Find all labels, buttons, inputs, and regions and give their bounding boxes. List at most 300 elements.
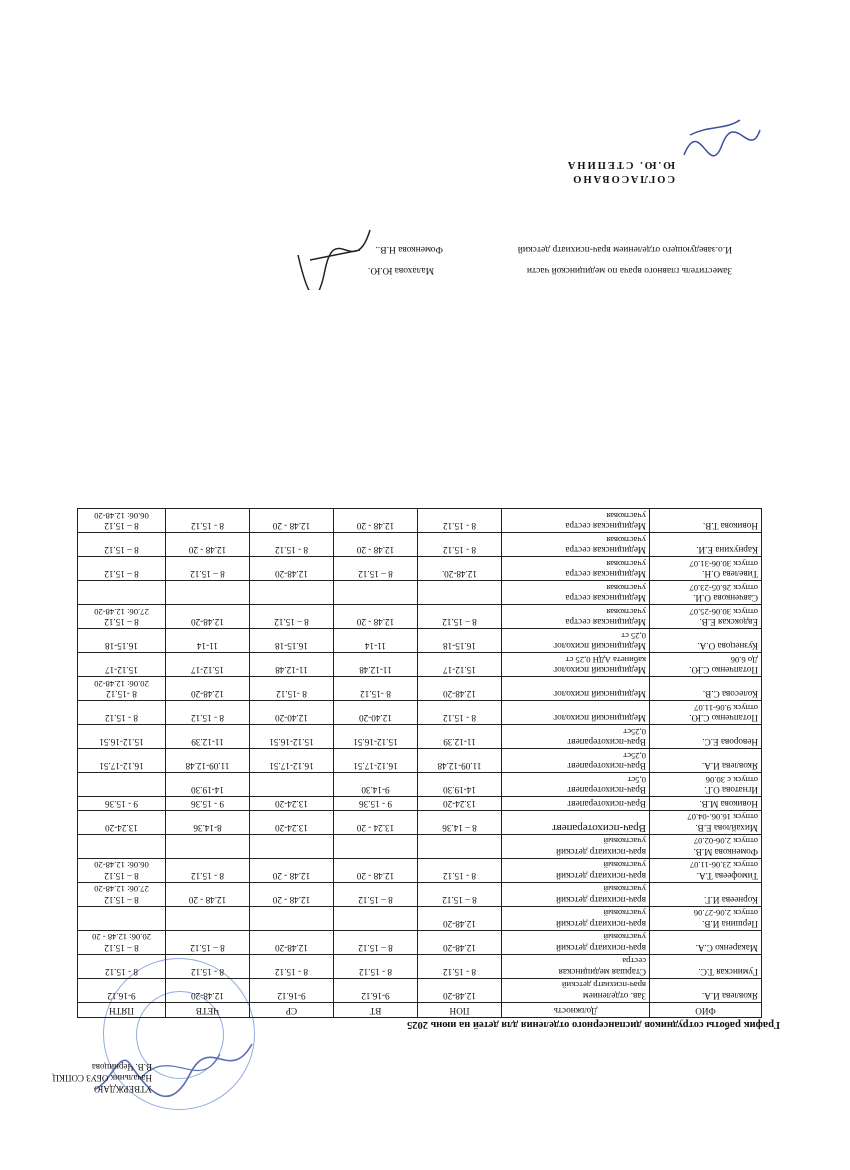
fio-note: отпуск 2.06-27.06 xyxy=(693,908,758,919)
time-thu: 12.48 - 20 xyxy=(188,895,227,905)
time-thu: 8 - 15.12 xyxy=(191,871,224,881)
cell-thu xyxy=(166,725,250,749)
time-thu: 8 – 15.12 xyxy=(190,943,225,953)
position-note: 0,25ст xyxy=(623,727,646,737)
position-note: участковая xyxy=(606,511,646,521)
table-row xyxy=(78,677,762,701)
fio-name: Яковлева И.А. xyxy=(701,761,758,772)
position-title: Медицинский психолог xyxy=(553,713,646,724)
time-mon: 8 – 15.12 xyxy=(442,617,477,628)
cell-wed xyxy=(250,811,334,835)
cell-thu xyxy=(166,883,250,907)
time-tue: 8 - 15.12 xyxy=(359,967,392,977)
position-title: Медицинский психолог xyxy=(553,689,646,700)
header-fri: ПЯТН xyxy=(78,1003,166,1018)
cell-tue xyxy=(334,653,418,677)
time-fri: 8 -15.12 xyxy=(106,689,137,700)
time-fri: 8 – 15.12 xyxy=(104,545,139,556)
cell-tue xyxy=(334,797,418,811)
cell-wed xyxy=(250,797,334,811)
fio-name: Колесова С.В. xyxy=(702,689,758,700)
cell-fri xyxy=(78,797,166,811)
time-wed: 12.48-20 xyxy=(275,943,308,953)
table-header-row xyxy=(78,1003,762,1018)
position-title: врач-психиатр детский xyxy=(556,895,646,905)
cell-position xyxy=(502,931,650,955)
agreement-label: СОГЛАСОВАНО xyxy=(571,173,675,184)
cell-wed xyxy=(250,979,334,1003)
cell-fri xyxy=(78,773,166,797)
cell-fri xyxy=(78,859,166,883)
cell-fri xyxy=(78,509,166,533)
cell-fio xyxy=(650,557,762,581)
time-wed: 12.40-20 xyxy=(275,713,308,724)
table-row xyxy=(78,979,762,1003)
cell-position xyxy=(502,581,650,605)
time-thu: 8 - 15.12 xyxy=(191,713,224,724)
cell-mon xyxy=(418,677,502,701)
fio-name: Потапченко С.Ю. xyxy=(689,713,758,724)
time-fri: 8 – 15.12 xyxy=(104,521,139,532)
cell-position xyxy=(502,835,650,859)
fio-name: Фоменкова М.В. xyxy=(693,847,758,857)
approval-label: УТВЕРЖДАЮ xyxy=(93,1084,152,1094)
cell-position xyxy=(502,533,650,557)
cell-position xyxy=(502,811,650,835)
time-mon: 12.48-20 xyxy=(443,943,476,953)
cell-mon xyxy=(418,859,502,883)
time-mon: 12.48-20 xyxy=(443,689,476,700)
cell-thu xyxy=(166,749,250,773)
position-note: врач-психиатр детский xyxy=(561,980,646,991)
time-fri: 8 - 15.12 xyxy=(105,967,138,977)
time-mon: 8 – 14.36 xyxy=(442,823,477,833)
cell-wed xyxy=(250,907,334,931)
table-row xyxy=(78,955,762,979)
cell-tue xyxy=(334,907,418,931)
time-mon: 12.48-20 xyxy=(443,919,476,929)
time-thu: 11-12.39 xyxy=(191,737,224,748)
time-tue: 9 - 15.36 xyxy=(359,799,392,809)
deputy-signature-line xyxy=(368,265,732,275)
cell-tue xyxy=(334,931,418,955)
cell-fri xyxy=(78,653,166,677)
cell-fio xyxy=(650,955,762,979)
position-note: участковая xyxy=(606,559,646,569)
time-thu: 9 - 15.36 xyxy=(191,799,224,809)
time-wed: 16.15-18 xyxy=(275,641,308,652)
cell-fio xyxy=(650,701,762,725)
cell-position xyxy=(502,653,650,677)
cell-wed xyxy=(250,533,334,557)
fio-note: отпуск 23.06-11.07 xyxy=(689,860,758,871)
header-position: Должность xyxy=(502,1003,650,1018)
cell-fri xyxy=(78,605,166,629)
cell-mon xyxy=(418,797,502,811)
cell-fri xyxy=(78,629,166,653)
time-thu: 11.09-12.48 xyxy=(185,761,230,772)
cell-tue xyxy=(334,773,418,797)
deputy-position: Заместитель главного врача по медицинской части xyxy=(526,265,732,275)
cell-wed xyxy=(250,677,334,701)
cell-position xyxy=(502,797,650,811)
cell-mon xyxy=(418,883,502,907)
cell-thu xyxy=(166,931,250,955)
time-mon: 15.12-17 xyxy=(443,665,476,676)
time-wed: 8 - 15.12 xyxy=(275,545,308,556)
cell-tue xyxy=(334,859,418,883)
time-tue: 12.40-20 xyxy=(359,713,392,724)
time-tue: 15.12-16.51 xyxy=(353,737,398,748)
cell-thu xyxy=(166,835,250,859)
fio-name: Карнухина Е.И. xyxy=(696,545,758,556)
cell-fri xyxy=(78,955,166,979)
cell-wed xyxy=(250,509,334,533)
time-mon: 8 - 15.12 xyxy=(443,545,476,556)
cell-wed xyxy=(250,557,334,581)
time-wed: 9-16.12 xyxy=(277,991,306,1001)
position-title: Медицинская сестра xyxy=(565,545,646,556)
cell-fio xyxy=(650,907,762,931)
time-thu: 12.48-20 xyxy=(191,689,224,700)
cell-position xyxy=(502,677,650,701)
header-tue: ВТ xyxy=(334,1003,418,1018)
time-wed: 15.12-16.51 xyxy=(269,737,314,748)
cell-fri xyxy=(78,677,166,701)
time-thu: 8-14.36 xyxy=(193,823,222,833)
cell-thu xyxy=(166,797,250,811)
fio-name: Евдокская Е.В. xyxy=(699,617,758,628)
table-row xyxy=(78,557,762,581)
cell-fri xyxy=(78,907,166,931)
cell-fio xyxy=(650,581,762,605)
schedule-table xyxy=(77,509,762,1019)
cell-wed xyxy=(250,859,334,883)
cell-wed xyxy=(250,955,334,979)
table-row xyxy=(78,653,762,677)
fio-note: отпуск 16.06.-04.07 xyxy=(687,812,758,823)
time-wed: 12.48 - 20 xyxy=(272,521,311,532)
cell-tue xyxy=(334,811,418,835)
time-mon: 13.24-20 xyxy=(443,799,476,809)
cell-thu xyxy=(166,859,250,883)
time-thu: 12.48-20 xyxy=(191,617,224,628)
cell-thu xyxy=(166,557,250,581)
cell-tue xyxy=(334,581,418,605)
time-wed: 8 – 15.12 xyxy=(274,617,309,628)
time-mon: 14-19.30 xyxy=(443,785,476,796)
fio-note: До 6.06 xyxy=(730,655,758,665)
time-tue: 8 -15.12 xyxy=(360,689,391,700)
cell-wed xyxy=(250,629,334,653)
cell-tue xyxy=(334,677,418,701)
fio-name: Новикова Т.В. xyxy=(702,521,758,532)
cell-position xyxy=(502,749,650,773)
position-title: Медицинская сестра xyxy=(565,521,646,532)
cell-fio xyxy=(650,605,762,629)
time-tue: 12.48 - 20 xyxy=(356,545,395,556)
time-mon: 11.09-12.48 xyxy=(437,761,482,772)
cell-tue xyxy=(334,979,418,1003)
time-mon: 8 - 15.12 xyxy=(443,967,476,977)
position-title: Врач-психотерапевт xyxy=(552,822,646,834)
fio-name: Михайлова Е.В. xyxy=(695,823,758,833)
time-mon: 16.15-18 xyxy=(443,641,476,652)
time-thu: 12.48 - 20 xyxy=(188,545,227,556)
cell-thu xyxy=(166,811,250,835)
cell-thu xyxy=(166,907,250,931)
cell-mon xyxy=(418,931,502,955)
cell-fio xyxy=(650,629,762,653)
cell-position xyxy=(502,859,650,883)
cell-mon xyxy=(418,533,502,557)
position-note: участковый xyxy=(603,836,646,847)
cell-tue xyxy=(334,749,418,773)
time-mon: 8 – 15.12 xyxy=(442,895,477,905)
position-title: Медицинская сестра xyxy=(565,569,646,580)
time-mon: 11-12.39 xyxy=(443,737,476,748)
fio-note: отпуск 2.06-02.07 xyxy=(693,836,758,847)
cell-tue xyxy=(334,557,418,581)
cell-thu xyxy=(166,653,250,677)
table-row xyxy=(78,629,762,653)
time-fri: 16.15-18 xyxy=(105,641,138,652)
cell-wed xyxy=(250,701,334,725)
cell-wed xyxy=(250,835,334,859)
table-row xyxy=(78,835,762,859)
cell-position xyxy=(502,701,650,725)
time-fri: 8 – 15.12 xyxy=(104,943,139,953)
acting-head-signature-line xyxy=(376,244,733,254)
agreement-name: Ю.Ю. СТЕПИНА xyxy=(565,159,675,170)
cell-mon xyxy=(418,629,502,653)
cell-thu xyxy=(166,581,250,605)
header-mon: ПОН xyxy=(418,1003,502,1018)
cell-fri xyxy=(78,725,166,749)
cell-mon xyxy=(418,773,502,797)
fio-name: Кузнецова О.А. xyxy=(697,641,758,652)
table-row xyxy=(78,859,762,883)
header-fio: ФИО xyxy=(650,1003,762,1018)
time-thu: 8 - 15.12 xyxy=(191,521,224,532)
cell-mon xyxy=(418,811,502,835)
fri-note: 06.06: 12.48-20 xyxy=(94,511,149,521)
cell-mon xyxy=(418,907,502,931)
cell-fri xyxy=(78,811,166,835)
position-title: Старшая медицинская xyxy=(558,967,646,977)
time-tue: 12.48 - 20 xyxy=(356,521,395,532)
time-fri: 15.12-17 xyxy=(105,665,138,676)
header-thu: ЧЕТВ xyxy=(166,1003,250,1018)
position-note: сестра xyxy=(622,956,646,967)
cell-fri xyxy=(78,533,166,557)
position-title: Врач-психотерапевт xyxy=(567,761,646,772)
time-wed: 13.24-20 xyxy=(275,823,308,833)
cell-mon xyxy=(418,749,502,773)
fio-note: отпуск 26.05-23.07 xyxy=(689,583,758,593)
position-title: Зав. отделением xyxy=(582,991,646,1001)
time-thu: 12.48-20 xyxy=(191,991,224,1001)
position-title: врач-психиатр детский xyxy=(556,871,646,881)
position-title: Медицинский психолог xyxy=(553,665,646,676)
fio-name: Новикова М.В. xyxy=(699,799,758,809)
position-note: участковый xyxy=(603,884,646,895)
fio-note: отпуск с 30.06 xyxy=(705,775,758,785)
time-mon: 8 - 15.12 xyxy=(443,713,476,724)
cell-wed xyxy=(250,931,334,955)
time-thu: 14-19.30 xyxy=(191,785,224,796)
cell-position xyxy=(502,629,650,653)
time-wed: 8 -15.12 xyxy=(276,689,307,700)
time-tue: 8 – 15.12 xyxy=(358,943,393,953)
approval-head-position: Начальник ОБУЗ СОПКЦ xyxy=(52,1073,152,1083)
time-mon: 12.48-20. xyxy=(441,569,478,580)
cell-position xyxy=(502,725,650,749)
cell-mon xyxy=(418,955,502,979)
cell-fri xyxy=(78,701,166,725)
time-wed: 12.48-20 xyxy=(275,569,308,580)
cell-tue xyxy=(334,509,418,533)
cell-fio xyxy=(650,979,762,1003)
agreement-block xyxy=(566,157,675,185)
time-fri: 8 – 15.12 xyxy=(104,617,139,628)
time-fri: 9 - 15.36 xyxy=(105,799,138,809)
position-title: врач-психиатр детский xyxy=(556,919,646,929)
time-fri: 16.12-17.51 xyxy=(99,761,144,772)
position-note: участковый xyxy=(603,908,646,919)
fio-name: Яковлева И.А. xyxy=(701,991,758,1001)
cell-fio xyxy=(650,725,762,749)
fri-note: 20.06: 12.48 - 20 xyxy=(92,932,151,943)
time-mon: 8 - 15.12 xyxy=(443,521,476,532)
table-row xyxy=(78,811,762,835)
time-tue: 11-12.48 xyxy=(359,665,392,676)
cell-wed xyxy=(250,605,334,629)
time-thu: 8 – 15.12 xyxy=(190,569,225,580)
table-row xyxy=(78,581,762,605)
position-title: Врач-психотерапевт xyxy=(567,799,646,809)
cell-fio xyxy=(650,509,762,533)
fio-note: отпуск 9.06-11.07 xyxy=(694,703,758,713)
header-wed: СР xyxy=(250,1003,334,1018)
position-note: 0,5ст xyxy=(627,775,646,785)
time-fri: 8 - 15.12 xyxy=(105,713,138,724)
cell-fri xyxy=(78,883,166,907)
position-note: участковая xyxy=(606,583,646,593)
position-note: кабинета АДН 0,25 ст xyxy=(565,655,646,665)
acting-head-position: И.о.заведующего отделением врач-психиатр детский xyxy=(517,244,732,254)
cell-position xyxy=(502,773,650,797)
time-fri: 9-16.12 xyxy=(107,991,136,1001)
cell-mon xyxy=(418,835,502,859)
table-row xyxy=(78,509,762,533)
position-title: Медицинский психолог xyxy=(553,641,646,652)
time-tue: 11-14 xyxy=(364,641,387,652)
cell-fri xyxy=(78,979,166,1003)
cell-mon xyxy=(418,557,502,581)
time-thu: 11-14 xyxy=(196,641,219,652)
cell-fio xyxy=(650,533,762,557)
time-mon: 12.48-20 xyxy=(443,991,476,1001)
time-mon: 8 - 15.12 xyxy=(443,871,476,881)
fio-name: Савченкова О.И. xyxy=(693,593,758,604)
cell-wed xyxy=(250,749,334,773)
deputy-signature xyxy=(290,215,380,290)
fio-note: отпуск 30.06-25.07 xyxy=(689,607,758,617)
cell-fio xyxy=(650,859,762,883)
table-row xyxy=(78,533,762,557)
cell-mon xyxy=(418,979,502,1003)
cell-tue xyxy=(334,629,418,653)
position-title: Врач-психотерапевт xyxy=(567,785,646,796)
cell-wed xyxy=(250,581,334,605)
cell-mon xyxy=(418,701,502,725)
fio-name: Игнатова О.Г. xyxy=(704,785,758,796)
time-fri: 8 – 15.12 xyxy=(104,569,139,580)
fio-name: Тимофеева Т.А. xyxy=(696,871,758,881)
cell-thu xyxy=(166,629,250,653)
time-wed: 11-12.48 xyxy=(275,665,308,676)
cell-fio xyxy=(650,749,762,773)
time-tue: 16.12-17.51 xyxy=(353,761,398,772)
approval-head-name: В.В. Черницова xyxy=(91,1062,152,1072)
cell-fio xyxy=(650,931,762,955)
cell-mon xyxy=(418,605,502,629)
acting-head-name: Фоменкова Н.В.. xyxy=(375,244,444,254)
cell-fio xyxy=(650,883,762,907)
time-fri: 15.12-16.51 xyxy=(99,737,144,748)
cell-position xyxy=(502,605,650,629)
fio-name: Корнеева И.Г. xyxy=(703,895,758,905)
cell-wed xyxy=(250,653,334,677)
cell-fio xyxy=(650,797,762,811)
cell-fri xyxy=(78,557,166,581)
fio-note: отпуск 30.06-31.07 xyxy=(689,559,758,569)
cell-fio xyxy=(650,653,762,677)
position-note: 0,25ст xyxy=(623,751,646,761)
cell-mon xyxy=(418,725,502,749)
position-note: участковый xyxy=(603,860,646,871)
table-row xyxy=(78,931,762,955)
time-thu: 15.12-17 xyxy=(191,665,224,676)
time-tue: 9-14.30 xyxy=(361,785,390,796)
position-title: Врач-психотерапевт xyxy=(567,737,646,748)
cell-mon xyxy=(418,581,502,605)
cell-fri xyxy=(78,931,166,955)
position-title: Медицинская сестра xyxy=(565,593,646,604)
cell-tue xyxy=(334,835,418,859)
cell-mon xyxy=(418,653,502,677)
time-wed: 8 - 15.12 xyxy=(275,967,308,977)
cell-thu xyxy=(166,605,250,629)
fio-name: Неворова Е.С. xyxy=(702,737,758,748)
table-row xyxy=(78,773,762,797)
fio-name: Гуминская Т.С. xyxy=(698,967,758,977)
page-title: График работы сотрудников диспансерного отделения для детей на июнь 2025 xyxy=(407,1019,780,1030)
time-wed: 12.48 - 20 xyxy=(272,895,311,905)
time-tue: 12.48 - 20 xyxy=(356,617,395,628)
cell-mon xyxy=(418,509,502,533)
deputy-name: Малахова Ю.Ю. xyxy=(368,265,435,275)
time-tue: 12.48 - 20 xyxy=(356,871,395,881)
cell-wed xyxy=(250,883,334,907)
time-tue: 8 – 15.12 xyxy=(358,895,393,905)
time-thu: 8 - 15.12 xyxy=(191,967,224,977)
cell-fio xyxy=(650,773,762,797)
position-title: врач-психиатр детский xyxy=(556,847,646,857)
fio-name: Першина И.В. xyxy=(702,919,758,929)
cell-tue xyxy=(334,533,418,557)
